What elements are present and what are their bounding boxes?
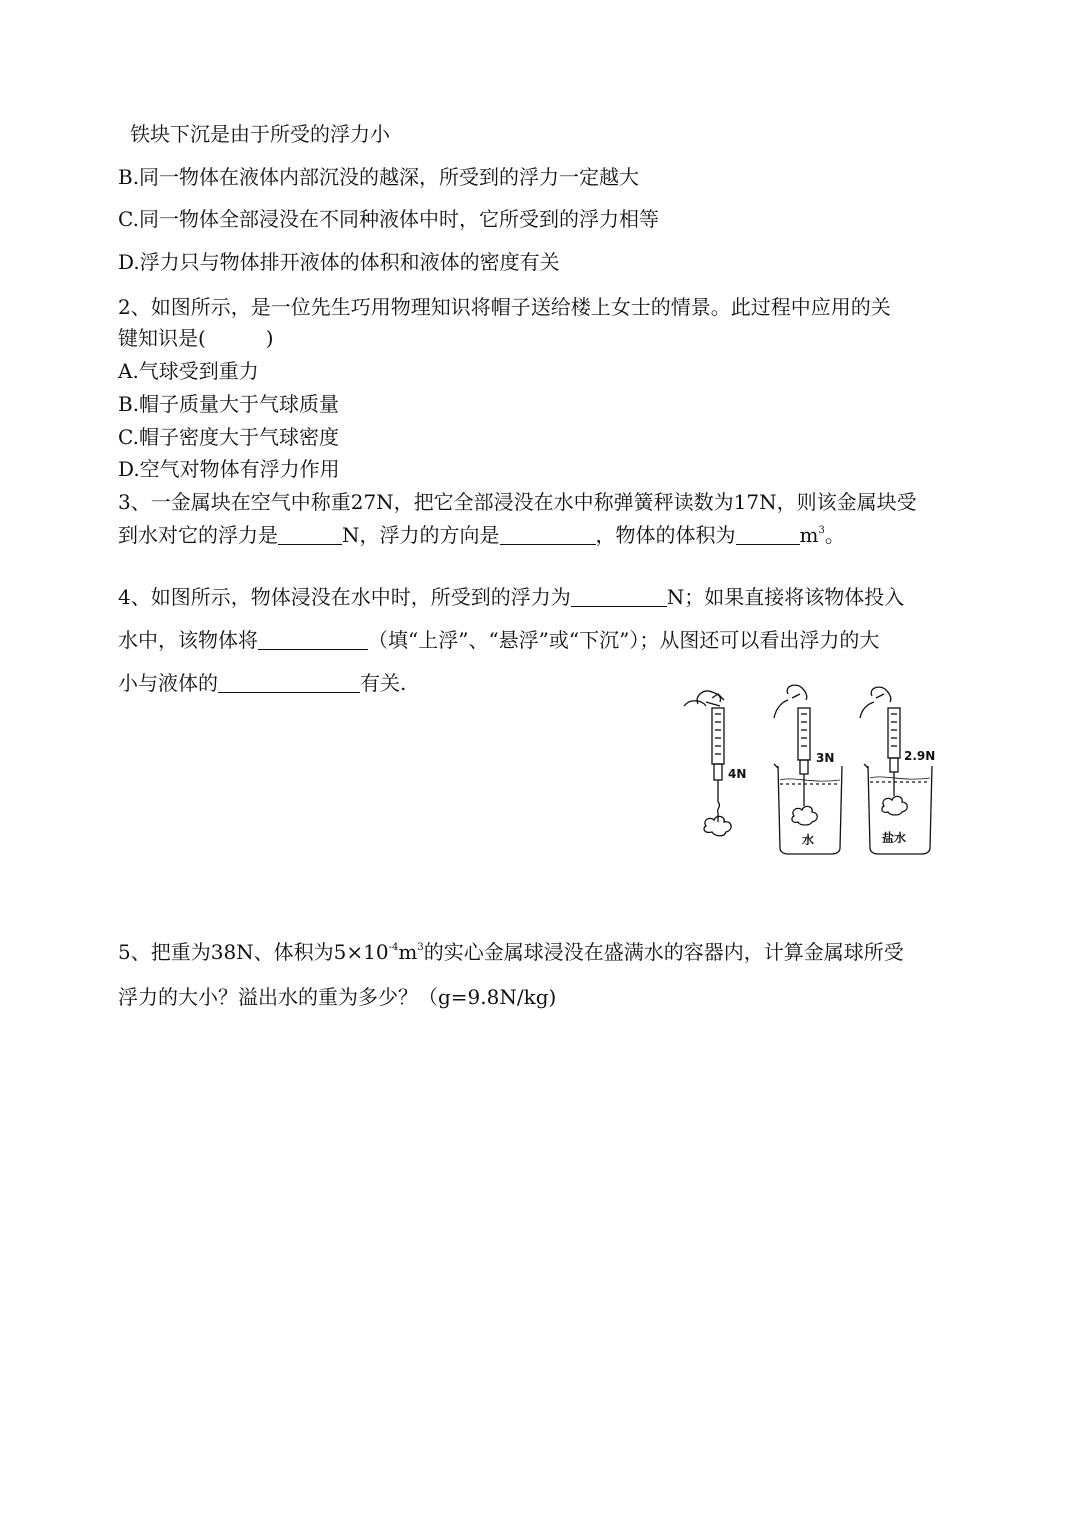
q2-option-c: C.帽子密度大于气球密度: [118, 425, 339, 449]
q3-text-b: N，浮力的方向是: [342, 523, 500, 547]
reading-salt-water: 2.9N: [904, 749, 936, 763]
reading-water: 3N: [816, 751, 835, 765]
scale-in-water: [774, 685, 817, 825]
q5-unit-exp: 3: [417, 942, 424, 953]
q3-text-a: 到水对它的浮力是: [118, 523, 278, 547]
q3-end: 。: [824, 523, 845, 547]
q4-line2: [118, 627, 879, 653]
q4-line1: [118, 584, 904, 610]
q3-blank-buoyancy[interactable]: [278, 524, 342, 545]
q4-blank-factor[interactable]: [218, 672, 360, 693]
label-water: 水: [802, 833, 815, 847]
q2-option-a: A.气球受到重力: [118, 359, 259, 383]
q4-line3: [118, 670, 406, 696]
q4-text-1a: 4、如图所示，物体浸没在水中时，所受到的浮力为: [118, 585, 571, 609]
q2-option-d: D.空气对物体有浮力作用: [118, 457, 340, 481]
buoyancy-figure: [676, 684, 976, 856]
q5-unit: m: [398, 940, 418, 964]
q3-blank-direction[interactable]: [500, 524, 596, 545]
q1-option-c: C.同一物体全部浸没在不同种液体中时，它所受到的浮力相等: [118, 207, 659, 231]
q4-text-3b: 有关.: [360, 671, 407, 695]
q2-stem-line2: 键知识是( ): [118, 326, 274, 350]
label-salt-water: 盐水: [882, 831, 907, 845]
q1-option-b: B.同一物体在液体内部沉没的越深，所受到的浮力一定越大: [118, 165, 640, 189]
q5-line2: 浮力的大小？溢出水的重为多少？（g=9.8N/kg): [118, 985, 557, 1009]
q3-line2: [118, 522, 845, 548]
q2-stem-line1: 2、如图所示，是一位先生巧用物理知识将帽子送给楼上女士的情景。此过程中应用的关: [118, 295, 891, 319]
q4-text-3a: 小与液体的: [118, 671, 218, 695]
q3-line1: 3、一金属块在空气中称重27N，把它全部浸没在水中称弹簧秤读数为17N，则该金属块受: [118, 490, 917, 514]
q3-unit-exp: 3: [818, 525, 825, 536]
q5-text-b: 的实心金属球浸没在盛满水的容器内，计算金属球所受: [423, 940, 904, 964]
q4-text-1b: N；如果直接将该物体投入: [666, 585, 905, 609]
q4-blank-buoyancy[interactable]: [571, 586, 667, 607]
q3-text-c: ，物体的体积为: [595, 523, 736, 547]
q5-line1: [118, 939, 904, 965]
q2-option-b: B.帽子质量大于气球质量: [118, 392, 340, 416]
reading-air: 4N: [728, 767, 747, 781]
q3-blank-volume[interactable]: [736, 524, 800, 545]
scale-in-air: [684, 691, 731, 836]
q5-text-a: 5、把重为38N、体积为5×10: [118, 940, 389, 964]
q1-option-a-tail: 铁块下沉是由于所受的浮力小: [130, 122, 390, 146]
q5-exponent: -4: [388, 942, 399, 953]
q4-blank-state[interactable]: [258, 629, 368, 650]
q4-text-2b: （填“上浮”、“悬浮”或“下沉”）；从图还可以看出浮力的大: [368, 628, 880, 652]
q3-unit: m: [799, 523, 819, 547]
q1-option-d: D.浮力只与物体排开液体的体积和液体的密度有关: [118, 250, 560, 274]
q4-text-2a: 水中，该物体将: [118, 628, 258, 652]
scale-in-salt-water: [860, 687, 907, 815]
